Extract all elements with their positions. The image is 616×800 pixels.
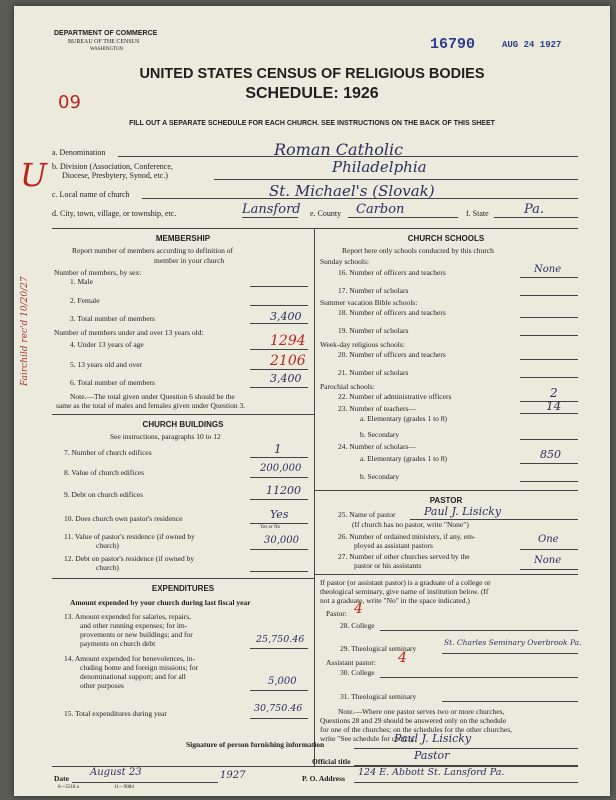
state-label: f. State bbox=[466, 209, 489, 218]
q12-label: 12. Debt on pastor's residence (if owned by bbox=[64, 554, 195, 563]
membership-note: Note.—The total given under Question 6 should be the bbox=[70, 392, 235, 401]
signature-label: Signature of person furnishing information bbox=[186, 740, 325, 749]
q22-value: 2 bbox=[550, 386, 558, 400]
q17-label: 17. Number of scholars bbox=[338, 286, 409, 295]
instruction-line: FILL OUT A SEPARATE SCHEDULE FOR EACH CHURCH. SEE INSTRUCTIONS ON THE BACK OF THIS SHEET bbox=[129, 120, 495, 127]
q13-value: 25,750.46 bbox=[256, 634, 305, 645]
pastor-note: Note.—Where one pastor serves two or more churches, bbox=[338, 707, 505, 716]
city-label: WASHINGTON bbox=[90, 47, 124, 52]
q25-label: 25. Name of pastor bbox=[338, 510, 396, 519]
q20-label: 20. Number of officers and teachers bbox=[338, 350, 446, 359]
q25-note: (If church has no pastor, write "None") bbox=[352, 520, 469, 529]
graduate-instruction-2: theological seminary, give name of institution below. (If bbox=[320, 587, 489, 596]
q11-value: 30,000 bbox=[264, 535, 299, 546]
buildings-title: CHURCH BUILDINGS bbox=[142, 420, 224, 429]
bureau-label: BUREAU OF THE CENSUS bbox=[68, 39, 140, 45]
q1-label: 1. Male bbox=[70, 277, 93, 286]
division-value: Philadelphia bbox=[332, 158, 427, 176]
q10-value: Yes bbox=[270, 508, 289, 521]
q6-value: 3,400 bbox=[270, 372, 302, 385]
expenditures-title: EXPENDITURES bbox=[151, 584, 215, 593]
summer-schools-label: Summer vacation Bible schools: bbox=[320, 298, 418, 307]
pastor-note-2: Questions 28 and 29 should be answered only on the schedule bbox=[320, 716, 507, 725]
po-address-value: 124 E. Abbott St. Lansford Pa. bbox=[358, 767, 505, 778]
q11-label: 11. Value of pastor's residence (if owned by bbox=[64, 532, 195, 541]
county-label: e. County bbox=[310, 209, 342, 218]
q15-label: 15. Total expenditures during year bbox=[64, 709, 167, 718]
assistant-pastor-mark: 4 bbox=[398, 650, 407, 666]
q24-label: 24. Number of scholars— bbox=[338, 442, 416, 451]
q9-label: 9. Debt on church edifices bbox=[64, 490, 143, 499]
local-name-label: c. Local name of church bbox=[52, 190, 130, 199]
q14-label-4: other purposes bbox=[80, 681, 124, 690]
q13-label: 13. Amount expended for salaries, repairs, bbox=[64, 612, 192, 621]
pastor-note-4: write "See schedule for church." bbox=[320, 734, 418, 743]
membership-note-2: same as the total of males and females given under Question 3. bbox=[56, 401, 246, 410]
q26-label-2: ployed as assistant pastors bbox=[354, 541, 433, 550]
q24a-label: a. Elementary (grades 1 to 8) bbox=[360, 454, 448, 463]
q8-label: 8. Value of church edifices bbox=[64, 468, 145, 477]
yes-no-hint: Yes or No bbox=[260, 525, 281, 530]
pastor-title: PASTOR bbox=[429, 496, 463, 505]
q13-label-4: payments on church debt bbox=[80, 639, 156, 648]
q16-label: 16. Number of officers and teachers bbox=[338, 268, 446, 277]
q9-value: 11200 bbox=[266, 484, 301, 497]
year-value: 1927 bbox=[220, 770, 246, 781]
local-name-value: St. Michael's (Slovak) bbox=[269, 182, 435, 200]
q14-label: 14. Amount expended for benevolences, in- bbox=[64, 654, 196, 663]
q15-value: 30,750.46 bbox=[254, 703, 303, 714]
q22-label: 22. Number of administrative officers bbox=[338, 392, 452, 401]
q11-label-2: church) bbox=[96, 541, 119, 550]
form-number: 6—5518 a bbox=[58, 785, 79, 790]
schools-intro: Report here only schools conducted by this church bbox=[342, 246, 494, 255]
q25-value: Paul J. Lisicky bbox=[424, 505, 502, 518]
q27-label-2: pastor or his assistants bbox=[354, 561, 422, 570]
assistant-pastor-subheading: Assistant pastor: bbox=[326, 658, 376, 667]
q3-value: 3,400 bbox=[270, 310, 302, 323]
page-title: UNITED STATES CENSUS OF RELIGIOUS BODIES bbox=[139, 66, 485, 82]
by-sex-label: Number of members, by sex: bbox=[54, 268, 142, 277]
graduate-instruction: If pastor (or assistant pastor) is a graduate of a college or bbox=[320, 578, 491, 587]
q4-value: 1294 bbox=[270, 333, 306, 349]
q6-label: 6. Total number of members bbox=[70, 378, 155, 387]
membership-intro: Report number of members according to definition of bbox=[72, 246, 233, 255]
city-value: Lansford bbox=[242, 202, 301, 217]
parochial-schools-label: Parochial schools: bbox=[320, 382, 375, 391]
red-handwritten-mark: 09 bbox=[58, 92, 81, 113]
q29-label: 29. Theological seminary bbox=[340, 644, 417, 653]
denomination-value: Roman Catholic bbox=[274, 140, 404, 159]
q14-label-3: denominational support; and for all bbox=[80, 672, 186, 681]
weekday-schools-label: Week-day religious schools: bbox=[320, 340, 405, 349]
q18-label: 18. Number of officers and teachers bbox=[338, 308, 446, 317]
q2-label: 2. Female bbox=[70, 296, 100, 305]
q7-value: 1 bbox=[274, 442, 282, 456]
q26-label: 26. Number of ordained ministers, if any, em- bbox=[338, 532, 476, 541]
q23a-label: a. Elementary (grades 1 to 8) bbox=[360, 414, 448, 423]
q7-label: 7. Number of church edifices bbox=[64, 448, 152, 457]
q14-label-2: cluding home and foreign missions; for bbox=[80, 663, 199, 672]
q27-value: None bbox=[534, 555, 562, 566]
buildings-intro: See instructions, paragraphs 10 to 12 bbox=[110, 432, 221, 441]
q3-label: 3. Total number of members bbox=[70, 314, 155, 323]
q30-label: 30. College bbox=[340, 668, 375, 677]
official-title-label: Official title bbox=[312, 757, 351, 766]
pastor-subheading: Pastor: bbox=[326, 609, 347, 618]
form-number-2: 11—9084 bbox=[114, 785, 134, 790]
expenditures-intro: Amount expended by your church during last fiscal year bbox=[70, 598, 251, 607]
margin-mark: U bbox=[20, 156, 47, 194]
department-label: DEPARTMENT OF COMMERCE bbox=[54, 30, 158, 37]
q13-label-2: and other running expenses; for im- bbox=[80, 621, 188, 630]
sunday-schools-label: Sunday schools: bbox=[320, 257, 369, 266]
q13-label-3: provements or new buildings; and for bbox=[80, 630, 193, 639]
q28-label: 28. College bbox=[340, 621, 375, 630]
age-intro-label: Number of members under and over 13 years old: bbox=[54, 328, 204, 337]
official-title-value: Pastor bbox=[414, 749, 450, 762]
graduate-instruction-3: not a graduate, write "No" in the space indicated.) bbox=[320, 596, 470, 605]
division-label: b. Division (Association, Conference, bbox=[52, 162, 173, 171]
page-subtitle: SCHEDULE: 1926 bbox=[245, 85, 379, 102]
county-value: Carbon bbox=[356, 202, 405, 217]
q24a-value: 850 bbox=[540, 448, 561, 461]
state-value: Pa. bbox=[524, 202, 545, 217]
q14-value: 5,000 bbox=[268, 676, 297, 687]
q8-value: 200,000 bbox=[260, 463, 302, 474]
q26-value: One bbox=[538, 534, 559, 545]
margin-note: Fairchild rec'd 10/20/27 bbox=[20, 276, 30, 386]
denomination-label: a. Denomination bbox=[52, 148, 106, 157]
q5-value: 2106 bbox=[270, 353, 306, 369]
membership-title: MEMBERSHIP bbox=[155, 234, 211, 243]
q23-label: 23. Number of teachers— bbox=[338, 404, 416, 413]
signature-value: Paul J. Lisicky bbox=[394, 732, 472, 745]
q21-label: 21. Number of scholars bbox=[338, 368, 409, 377]
pastor-mark: 4 bbox=[354, 601, 363, 617]
q16-value: None bbox=[534, 264, 562, 275]
q27-label: 27. Number of other churches served by the bbox=[338, 552, 470, 561]
membership-intro-2: member in your church bbox=[154, 256, 225, 265]
q19-label: 19. Number of scholars bbox=[338, 326, 409, 335]
stamp-number: 16790 bbox=[430, 36, 476, 53]
city-field-label: d. City, town, village, or township, etc. bbox=[52, 209, 177, 218]
census-schedule-page bbox=[14, 6, 610, 796]
stamp-date: AUG 24 1927 bbox=[502, 40, 562, 50]
po-address-label: P. O. Address bbox=[302, 774, 345, 783]
q4-label: 4. Under 13 years of age bbox=[70, 340, 144, 349]
date-value: August 23 bbox=[90, 767, 142, 778]
q24b-label: b. Secondary bbox=[360, 472, 400, 481]
date-label: Date bbox=[54, 774, 69, 783]
q31-label: 31. Theological seminary bbox=[340, 692, 417, 701]
q10-label: 10. Does church own pastor's residence bbox=[64, 514, 183, 523]
pastor-note-3: for one of the churches; on the schedules for the other churches, bbox=[320, 725, 513, 734]
q23-value: 14 bbox=[546, 399, 562, 413]
q23b-label: b. Secondary bbox=[360, 430, 400, 439]
schools-title: CHURCH SCHOOLS bbox=[407, 234, 485, 243]
q12-label-2: church) bbox=[96, 563, 119, 572]
q5-label: 5. 13 years old and over bbox=[70, 360, 143, 369]
division-label-2: Diocese, Presbytery, Synod, etc.) bbox=[62, 171, 168, 180]
q29-value: St. Charles Seminary Overbrook Pa. bbox=[444, 638, 582, 647]
